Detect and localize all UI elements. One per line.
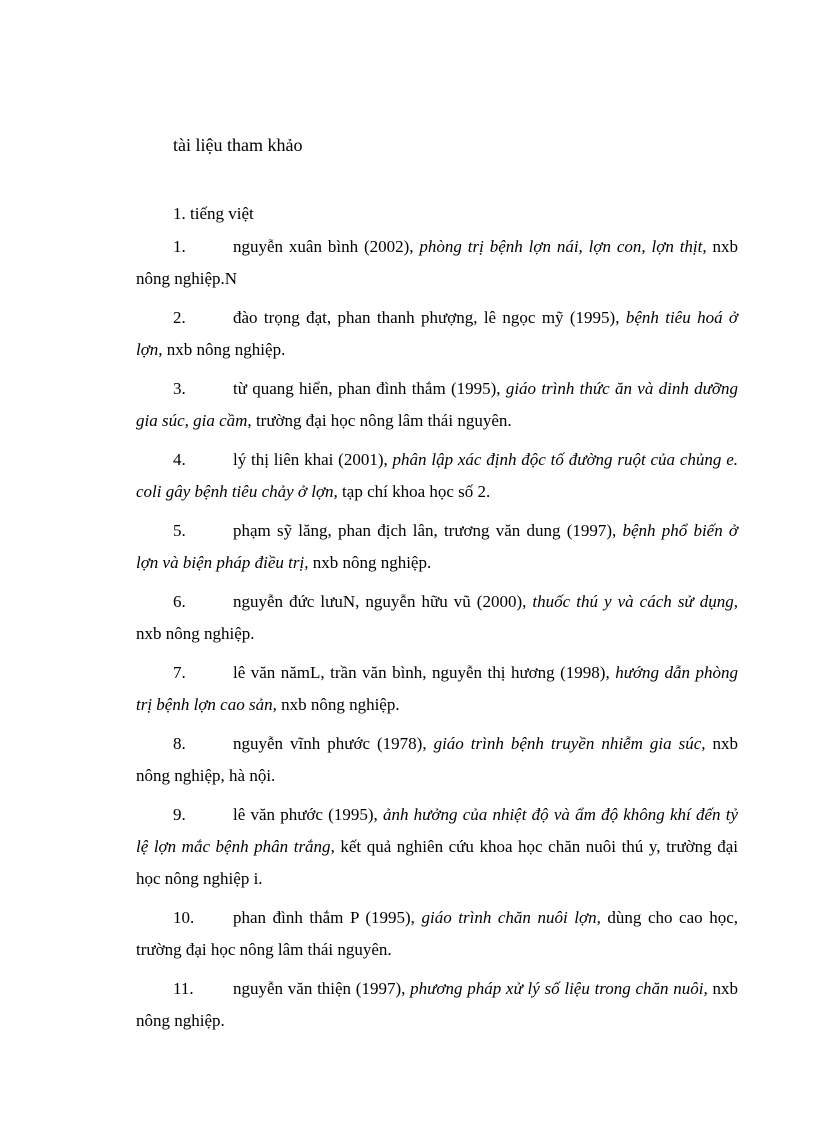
reference-title: ảnh hưởng của nhiệt độ và ẩm độ không khí đến tỷ lệ lợn mắc bệnh phân trắng: [136, 805, 738, 856]
reference-item: [136, 902, 738, 966]
reference-publisher: nxb nông nghiệp.: [162, 340, 286, 359]
reference-item: [136, 657, 738, 721]
reference-item: [136, 728, 738, 792]
reference-publisher: nxb nông nghiệp, hà nội.: [136, 734, 738, 785]
reference-item: [136, 373, 738, 437]
page-title: tài liệu tham khảo: [173, 135, 303, 155]
reference-authors: phạm sỹ lăng, phan địch lân, trương văn dung (1997),: [233, 521, 623, 540]
reference-number: 3.: [173, 379, 186, 398]
reference-item: [136, 586, 738, 650]
reference-publisher: dùng cho cao học, trường đại học nông lâm thái nguyên.: [136, 908, 739, 959]
reference-publisher: , kết quả nghiên cứu khoa học chăn nuôi thú y, trường đại học nông nghiệp i.: [136, 837, 738, 888]
reference-item: [136, 973, 738, 1037]
reference-authors: phan đình thắm P (1995),: [233, 908, 422, 927]
reference-publisher: nxb nông nghiệp.: [136, 624, 255, 643]
reference-title: thuốc thú y và cách sử dụng,: [532, 592, 738, 611]
reference-number: 10.: [173, 908, 195, 927]
reference-number: 6.: [173, 592, 186, 611]
reference-title: phòng trị bệnh lợn nái, lợn con, lợn thịt,: [419, 237, 707, 256]
reference-item: [136, 302, 738, 366]
reference-number: 2.: [173, 308, 186, 327]
reference-item: [136, 444, 738, 508]
reference-item: [136, 515, 738, 579]
reference-title: giáo trình bệnh truyền nhiễm gia súc,: [433, 734, 706, 753]
reference-number: 11.: [173, 979, 194, 998]
reference-number: 5.: [173, 521, 186, 540]
reference-number: 1.: [173, 237, 186, 256]
reference-authors: từ quang hiển, phan đình thắm (1995),: [233, 379, 506, 398]
reference-publisher: nxb nông nghiệp.: [136, 979, 739, 1030]
reference-authors: lê văn phước (1995),: [233, 805, 383, 824]
section-heading: 1. tiếng việt: [173, 204, 254, 223]
reference-list: [136, 231, 738, 1044]
reference-publisher: nxb nông nghiệp.: [308, 553, 432, 572]
reference-title: hướng dẫn phòng trị bệnh lợn cao sản,: [136, 663, 738, 714]
reference-publisher: nxb nông nghiệp.N: [136, 237, 739, 288]
reference-number: 8.: [173, 734, 186, 753]
reference-authors: nguyễn xuân bình (2002),: [233, 237, 420, 256]
reference-item: [136, 799, 738, 895]
reference-publisher: tạp chí khoa học số 2.: [337, 482, 491, 501]
reference-authors: nguyễn vĩnh phước (1978),: [233, 734, 434, 753]
reference-title: bệnh tiêu hoá ở lợn,: [136, 308, 738, 359]
reference-title: phương pháp xử lý số liệu trong chăn nuôi,: [410, 979, 708, 998]
reference-number: 9.: [173, 805, 186, 824]
reference-number: 7.: [173, 663, 186, 682]
reference-publisher: nxb nông nghiệp.: [276, 695, 400, 714]
reference-authors: nguyễn văn thiện (1997),: [233, 979, 411, 998]
reference-title: phân lập xác định độc tố đường ruột của chủng e. coli gây bệnh tiêu chảy ở lợn,: [136, 450, 738, 501]
reference-title: giáo trình thức ăn và dinh dưỡng gia súc, gia cầm,: [136, 379, 738, 430]
reference-authors: nguyễn đức lưuN, nguyễn hữu vũ (2000),: [233, 592, 533, 611]
reference-authors: đào trọng đạt, phan thanh phượng, lê ngọc mỹ (1995),: [233, 308, 626, 327]
reference-item: [136, 231, 738, 295]
reference-title: giáo trình chăn nuôi lợn,: [421, 908, 601, 927]
reference-authors: lý thị liên khai (2001),: [233, 450, 393, 469]
reference-title: bệnh phổ biến ở lợn và biện pháp điều trị,: [136, 521, 738, 572]
reference-publisher: trường đại học nông lâm thái nguyên.: [251, 411, 512, 430]
reference-number: 4.: [173, 450, 186, 469]
reference-authors: lê văn nămL, trần văn bình, nguyễn thị hương (1998),: [233, 663, 616, 682]
